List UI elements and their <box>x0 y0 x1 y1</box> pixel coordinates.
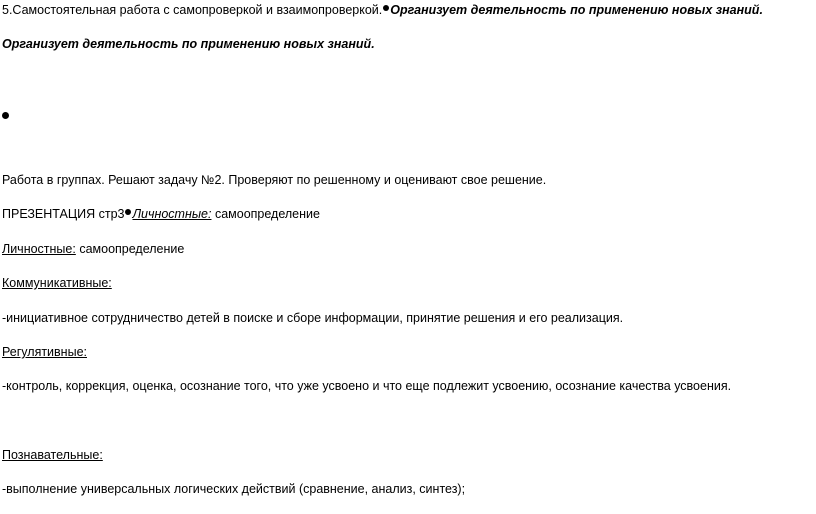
communicative-text: -инициативное сотрудничество детей в поиске и сборе информации, принятие решения и его реализация. <box>2 311 624 325</box>
cognitive-heading: Познавательные: <box>2 448 103 462</box>
personal-value: самоопределение <box>75 242 185 256</box>
organizes-activity-line: Организует деятельность по применению новых знаний. <box>2 37 375 51</box>
personal-value: самоопределение <box>211 207 320 221</box>
regulative-heading: Регулятивные: <box>2 345 87 359</box>
task-heading-text: 5.Самостоятельная работа с самопроверкой и взаимопроверкой. <box>2 3 383 17</box>
presentation-line <box>2 206 320 222</box>
regulative-text: -контроль, коррекция, оценка, осознание того, что уже усвоено и что еще подлежит усвоению, осознание качества усвоения. <box>2 379 732 393</box>
bullet-icon <box>125 209 131 215</box>
personal-label: Личностные: <box>2 242 76 256</box>
bullet-icon <box>2 112 9 119</box>
presentation-prefix: ПРЕЗЕНТАЦИЯ стр3 <box>2 207 125 221</box>
group-work-line: Работа в группах. Решают задачу №2. Проверяют по решенному и оценивают свое решение. <box>2 173 547 187</box>
task-heading-italic: Организует деятельность по применению новых знаний. <box>390 3 763 17</box>
bullet-icon <box>383 5 389 11</box>
cognitive-text: -выполнение универсальных логических действий (сравнение, анализ, синтез); <box>2 482 466 496</box>
communicative-heading: Коммуникативные: <box>2 276 112 290</box>
personal-line <box>2 241 184 257</box>
personal-label: Личностные: <box>132 207 212 221</box>
task-heading-line <box>2 2 763 18</box>
